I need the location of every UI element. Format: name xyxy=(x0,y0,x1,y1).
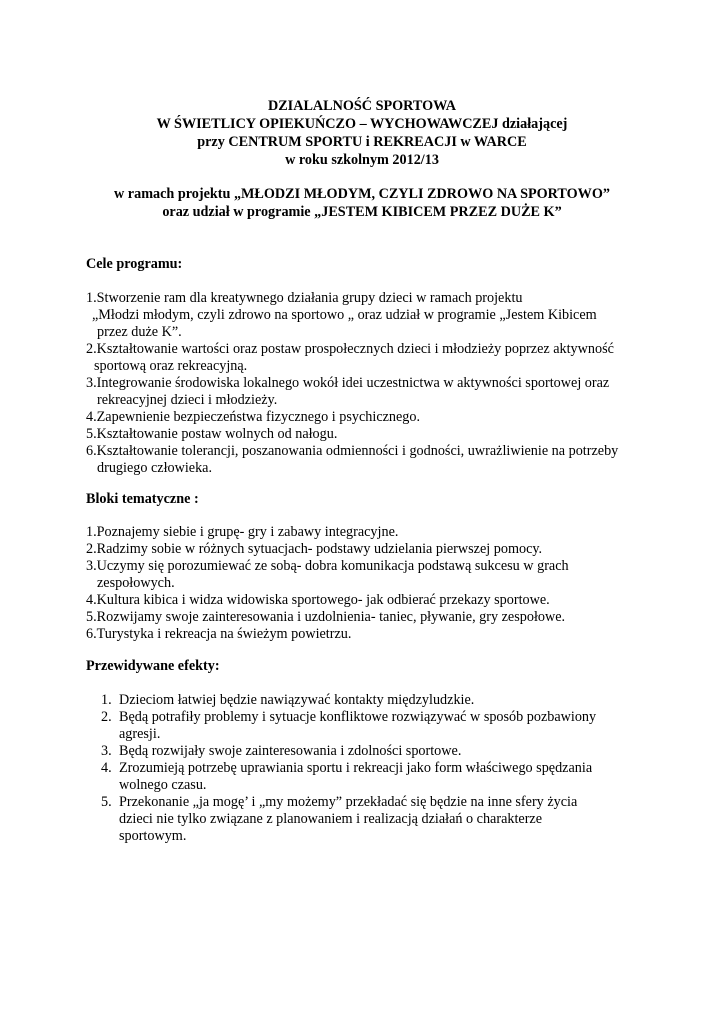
goal-line: 4.Zapewnienie bezpieczeństwa fizycznego i psychicznego. xyxy=(86,409,421,425)
effect-line: sportowym. xyxy=(119,828,187,844)
effect-number: 1. xyxy=(101,692,112,708)
block-line: 1.Poznajemy siebie i grupę- gry i zabawy integracyjne. xyxy=(86,524,399,540)
title-line-3: przy CENTRUM SPORTU i REKREACJI w WARCE xyxy=(197,134,527,150)
goal-line: 1.Stworzenie ram dla kreatywnego działania grupy dzieci w ramach projektu xyxy=(86,290,523,306)
title-line-2: W ŚWIETLICY OPIEKUŃCZO – WYCHOWAWCZEJ działającej xyxy=(156,116,568,132)
block-line: 4.Kultura kibica i widza widowiska sportowego- jak odbierać przekazy sportowe. xyxy=(86,592,550,608)
effect-line: Będą potrafiły problemy i sytuacje konfliktowe rozwiązywać w sposób pozbawiony xyxy=(119,709,597,725)
effects-heading: Przewidywane efekty: xyxy=(86,658,220,674)
program-line: oraz udział w programie „JESTEM KIBICEM PRZEZ DUŻE K” xyxy=(162,204,562,220)
effect-number: 4. xyxy=(101,760,112,776)
goal-line: „Młodzi młodym, czyli zdrowo na sportowo „ oraz udział w programie „Jestem Kibicem xyxy=(92,307,597,323)
effect-line: wolnego czasu. xyxy=(119,777,207,793)
title-line-1: DZIALALNOŚĆ SPORTOWA xyxy=(267,98,457,114)
block-line: 3.Uczymy się porozumiewać ze sobą- dobra komunikacja podstawą sukcesu w grach xyxy=(86,558,569,574)
effect-line: Przekonanie „ja mogę’ i „my możemy” przekładać się będzie na inne sfery życia xyxy=(119,794,578,810)
effect-line: Zrozumieją potrzebę uprawiania sportu i rekreacji jako form właściwego spędzania xyxy=(119,760,593,776)
goal-line: rekreacyjnej dzieci i młodzieży. xyxy=(97,392,278,408)
block-line: zespołowych. xyxy=(97,575,175,591)
blocks-heading: Bloki tematyczne : xyxy=(86,491,199,507)
block-line: 5.Rozwijamy swoje zainteresowania i uzdolnienia- taniec, pływanie, gry zespołowe. xyxy=(86,609,566,625)
block-line: 6.Turystyka i rekreacja na świeżym powietrzu. xyxy=(86,626,352,642)
effect-number: 2. xyxy=(101,709,112,725)
effect-line: Będą rozwijały swoje zainteresowania i zdolności sportowe. xyxy=(119,743,462,759)
effect-line: dzieci nie tylko związane z planowaniem i realizacją działań o charakterze xyxy=(119,811,543,827)
goal-line: 3.Integrowanie środowiska lokalnego wokół idei uczestnictwa w aktywności sportowej oraz xyxy=(86,375,610,391)
goals-heading: Cele programu: xyxy=(86,256,183,272)
project-line: w ramach projektu „MŁODZI MŁODYM, CZYLI ZDROWO NA SPORTOWO” xyxy=(114,186,610,202)
goal-line: drugiego człowieka. xyxy=(97,460,213,476)
goal-line: 6.Kształtowanie tolerancji, poszanowania odmienności i godności, uwrażliwienie na potrzeby xyxy=(86,443,619,459)
effect-line: Dzieciom łatwiej będzie nawiązywać kontakty międzyludzkie. xyxy=(119,692,475,708)
goal-line: 5.Kształtowanie postaw wolnych od nałogu. xyxy=(86,426,338,442)
effect-line: agresji. xyxy=(119,726,161,742)
goal-line: 2.Kształtowanie wartości oraz postaw prospołecznych dzieci i młodzieży poprzez aktywność xyxy=(86,341,614,357)
effect-number: 5. xyxy=(101,794,112,810)
title-line-4: w roku szkolnym 2012/13 xyxy=(285,152,439,168)
goal-line: sportową oraz rekreacyjną. xyxy=(94,358,248,374)
effect-number: 3. xyxy=(101,743,112,759)
goal-line: przez duże K”. xyxy=(97,324,182,340)
block-line: 2.Radzimy sobie w różnych sytuacjach- podstawy udzielania pierwszej pomocy. xyxy=(86,541,543,557)
